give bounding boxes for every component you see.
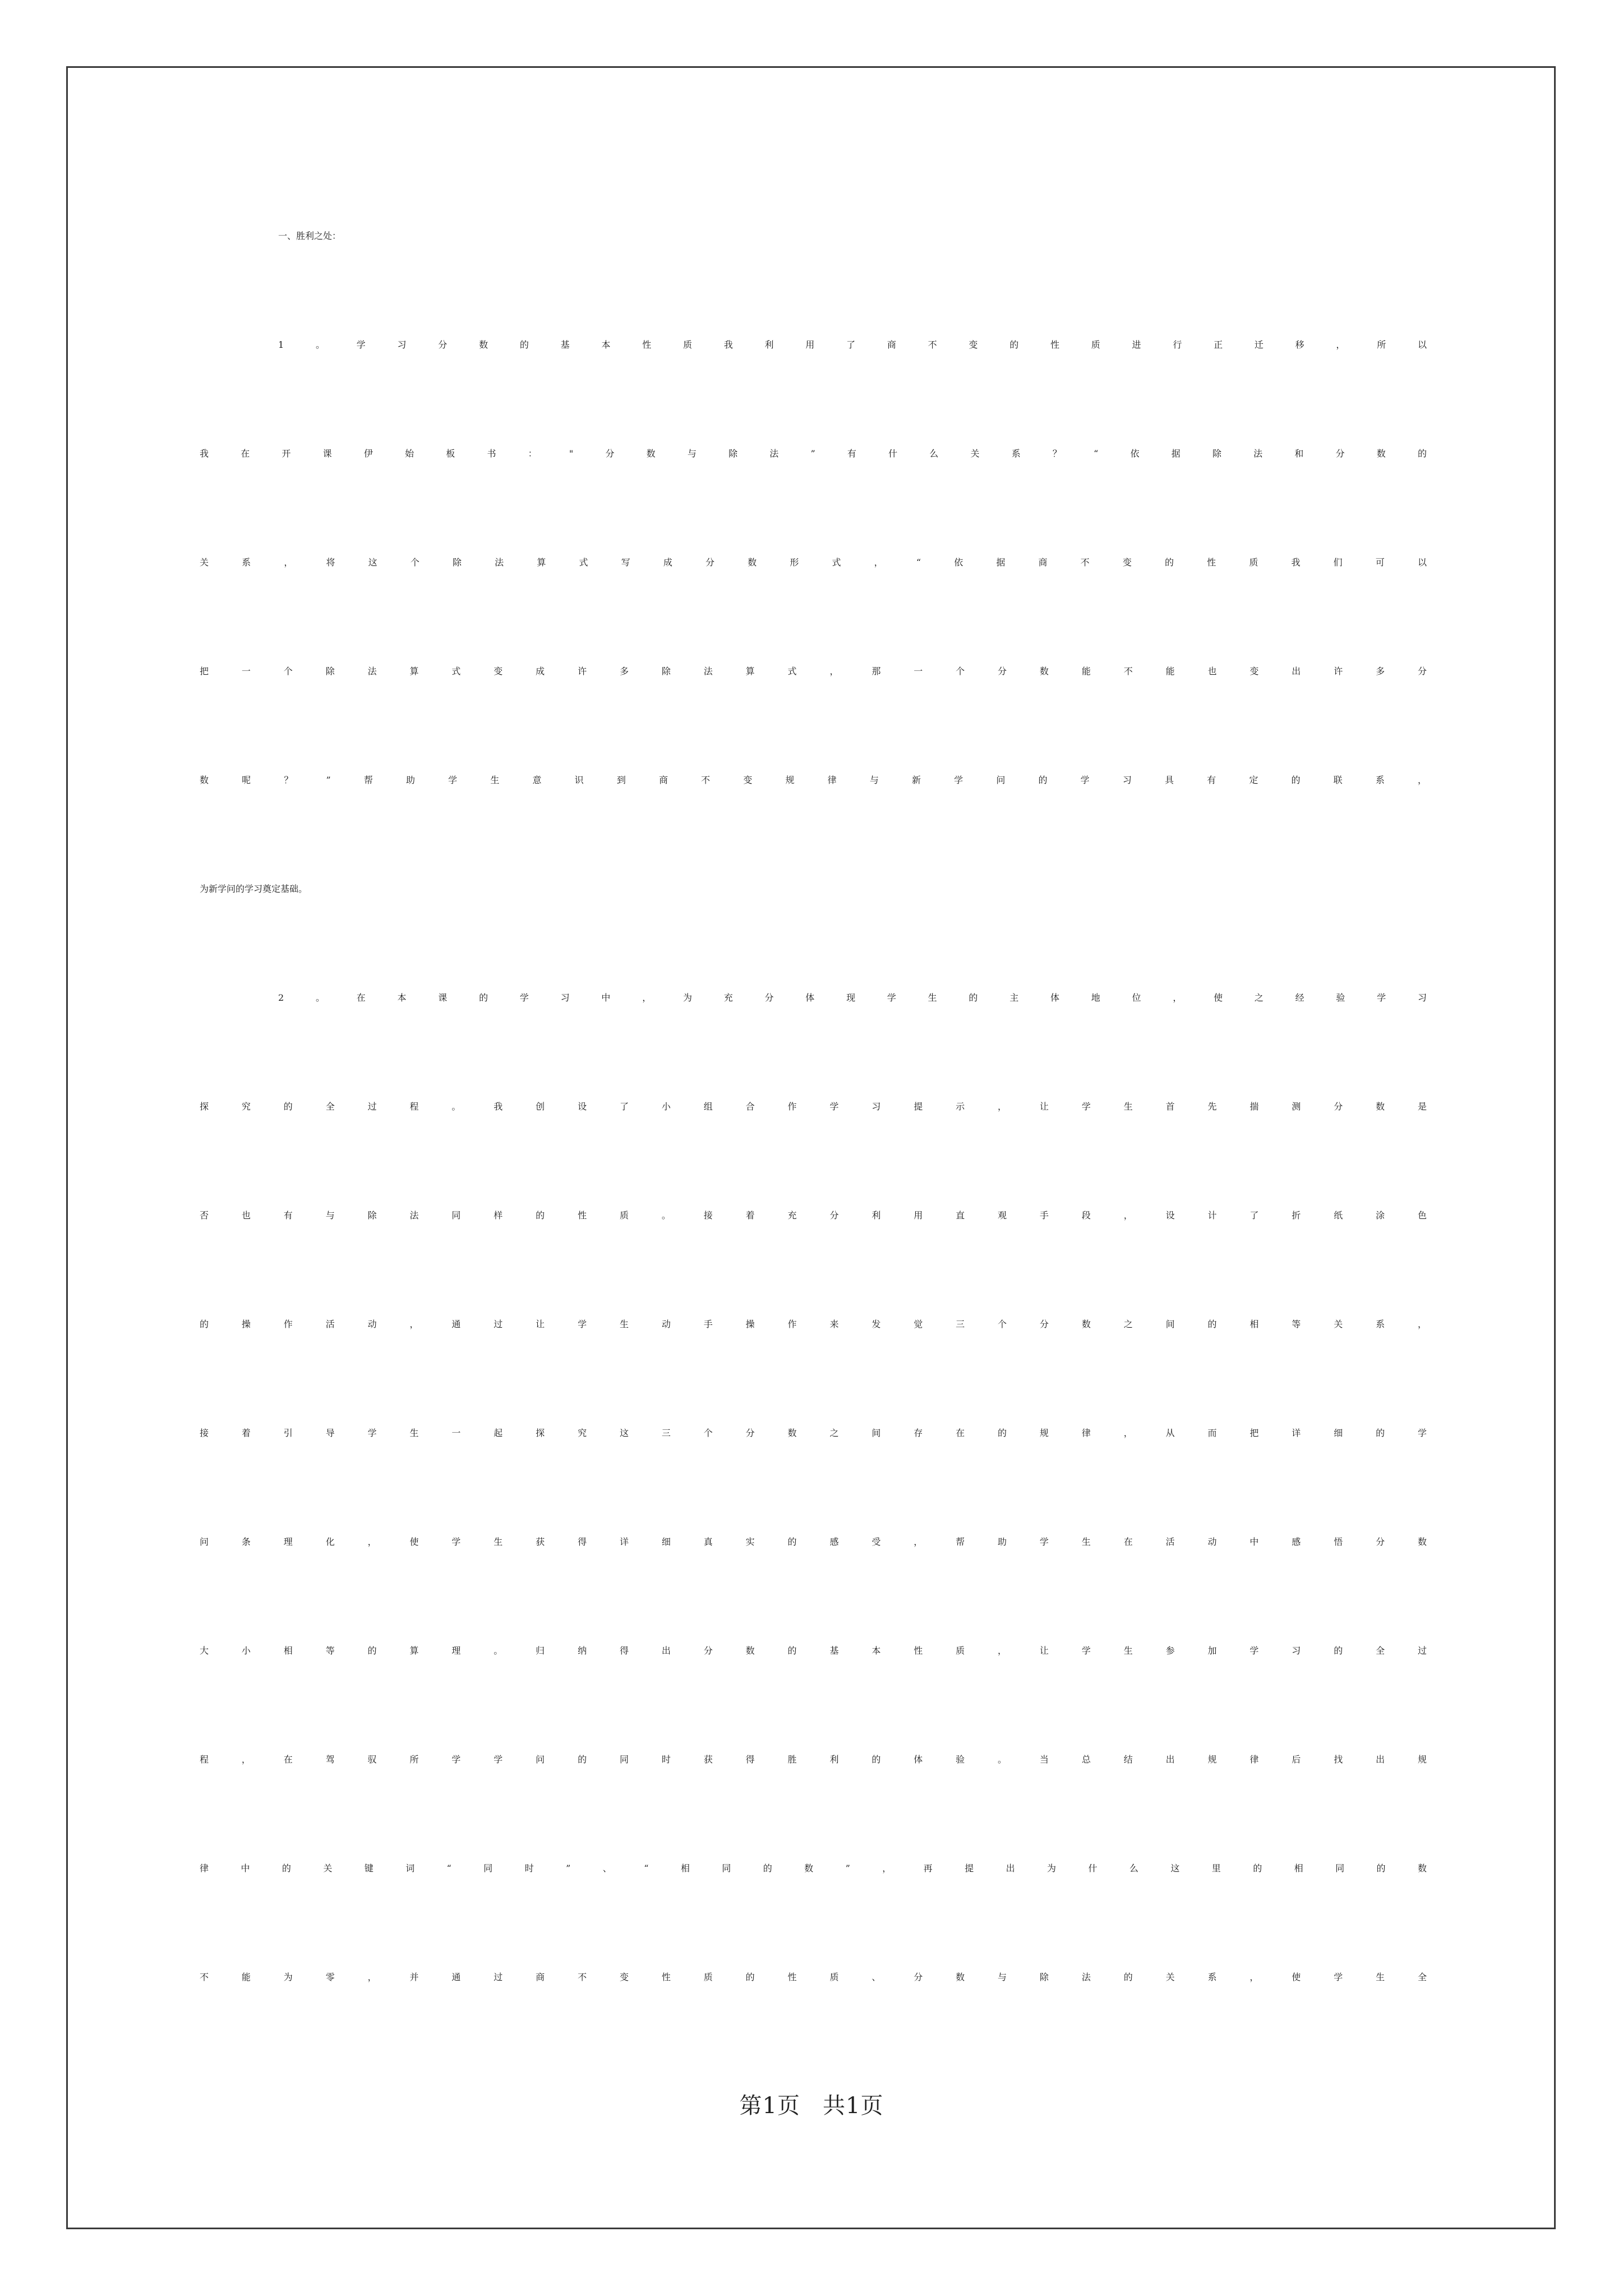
paragraph-line: 数呢？”帮助学生意识到商不变规律与新学问的学习具有定的联系， [200,775,1427,785]
paragraph-line: 的操作活动，通过让学生动手操作来发觉三个分数之间的相等关系， [200,1319,1427,1329]
document-body [200,229,1427,2079]
paragraph-line: 接着引导学生一起探究这三个分数之间存在的规律，从而把详细的学 [200,1428,1427,1438]
page-number: 第1页 [739,2093,800,2119]
paragraph-line: 1。学习分数的基本性质我利用了商不变的性质进行正迁移，所以 [278,339,1427,350]
paragraph-2 [200,991,1427,2079]
paragraph-line: 我在开课伊始板书："分数与除法”有什么关系？“依据除法和分数的 [200,448,1427,459]
paragraph-line: 为新学问的学习奠定基础。 [200,884,308,894]
paragraph-line: 探究的全过程。我创设了小组合作学习提示，让学生首先揣测分数是 [200,1101,1427,1112]
paragraph-line: 关系，将这个除法算式写成分数形式，“依据商不变的性质我们可以 [200,557,1427,568]
paragraph-line: 把一个除法算式变成许多除法算式，那一个分数能不能也变出许多分 [200,666,1427,677]
paragraph-line: 2。在本课的学习中，为充分体现学生的主体地位，使之经验学习 [278,992,1427,1003]
paragraph-line: 律中的关键词“同时”、“相同的数”，再提出为什么这里的相同的数 [200,1863,1427,1874]
paragraph-line: 程，在驾驭所学学问的同时获得胜利的体验。当总结出规律后找出规 [200,1754,1427,1765]
paragraph-1 [200,338,1427,991]
section-heading: 一、胜利之处： [278,231,342,241]
paragraph-line: 问条理化，使学生获得详细真实的感受，帮助学生在活动中感悟分数 [200,1536,1427,1547]
paragraph-line: 不能为零，并通过商不变性质的性质、分数与除法的关系，使学生全 [200,1972,1427,1982]
paragraph-line: 大小相等的算理。归纳得出分数的基本性质，让学生参加学习的全过 [200,1645,1427,1656]
page-footer [0,2088,1623,2120]
paragraph-line: 否也有与除法同样的性质。接着充分利用直观手段，设计了折纸涂色 [200,1210,1427,1221]
page-total: 共1页 [823,2093,884,2119]
